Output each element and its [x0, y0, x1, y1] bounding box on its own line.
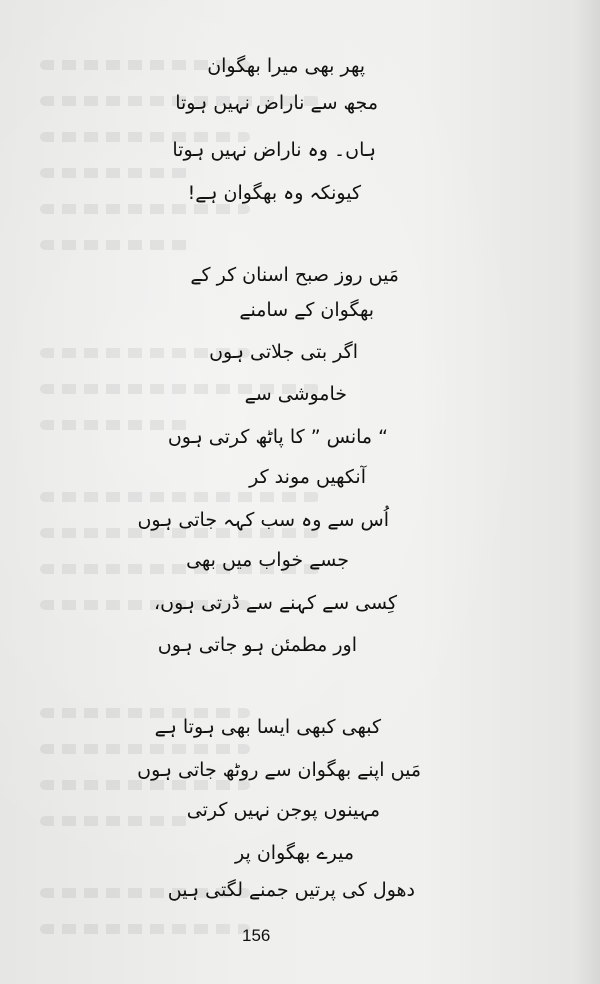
- poem-line: “ مانس ” کا پاٹھ کرتی ہوں: [167, 426, 388, 448]
- poem-line: اور مطمئن ہو جاتی ہوں: [157, 634, 357, 656]
- poem-line: مَیں روز صبح اسنان کر کے: [190, 264, 399, 286]
- poem-line: کبھی کبھی ایسا بھی ہوتا ہے: [154, 716, 381, 738]
- poem-line: پھر بھی میرا بھگوان: [207, 55, 365, 77]
- poem-line: کِسی سے کہنے سے ڈرتی ہوں،: [154, 592, 397, 614]
- poem-line: اگر بتی جلاتی ہوں: [209, 341, 358, 363]
- poem-line: خاموشی سے: [244, 383, 347, 405]
- poem-line: آنکھیں موند کر: [249, 466, 366, 488]
- poem-line: میرے بھگوان پر: [235, 842, 354, 864]
- poem-line: ہاں۔ وہ ناراض نہیں ہوتا: [172, 139, 376, 161]
- page-number: 156: [242, 926, 271, 945]
- poem-line: مَیں اپنے بھگوان سے روٹھ جاتی ہوں: [137, 759, 421, 781]
- poem-line: مہینوں پوجن نہیں کرتی: [186, 799, 380, 821]
- poem-line: اُس سے وہ سب کہہ جاتی ہوں: [137, 509, 389, 531]
- poem-line: کیونکہ وہ بھگوان ہے!: [187, 182, 361, 204]
- poem-line: دھول کی پرتیں جمنے لگتی ہیں: [167, 879, 415, 901]
- poem-line: مجھ سے ناراض نہیں ہوتا: [175, 92, 378, 114]
- poem-line: بھگوان کے سامنے: [239, 299, 374, 321]
- poem-line: جسے خواب میں بھی: [186, 549, 349, 571]
